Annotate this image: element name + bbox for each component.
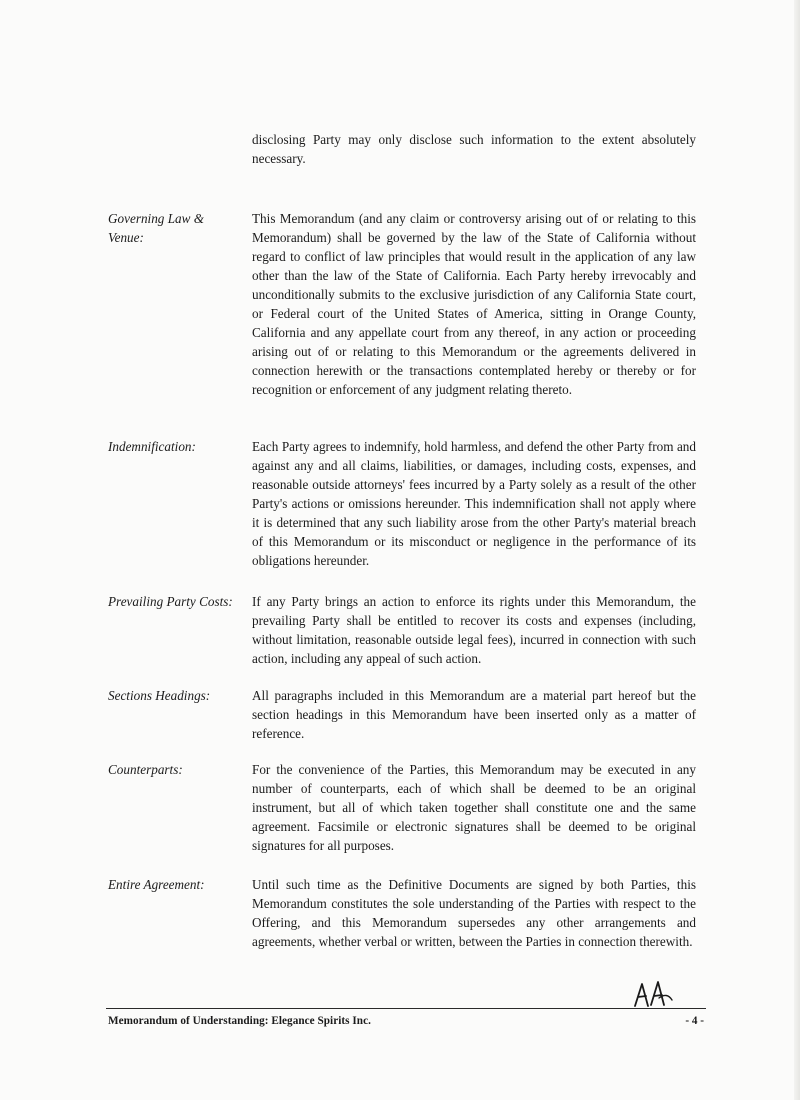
section-label-sections-headings: Sections Headings: xyxy=(108,688,211,703)
footer-title: Memorandum of Understanding: Elegance Spirits Inc. xyxy=(108,1015,371,1027)
page-number: - 4 - xyxy=(685,1015,704,1027)
section-body-indemnification: Each Party agrees to indemnify, hold harmless, and defend the other Party from and against any and all claims, liabilities, or damages, including costs, expenses, and reasonable outside attorneys' fees incurred by a Party solely as a result of the other Party's actions or omissions hereunder. This indemnification shall not apply where it is determined that any such liability arose from the other Party's material breach of this Memorandum or its misconduct or negligence in the performance of its obligations hereunder. xyxy=(252,439,696,568)
section-body-sections-headings: All paragraphs included in this Memorandum are a material part hereof but the section headings in this Memorandum have been inserted only as a matter of reference. xyxy=(252,688,696,741)
section-body-governing-law: This Memorandum (and any claim or controversy arising out of or relating to this Memorandum) shall be governed by the law of the State of California without regard to conflict of law principles that would result in the application of any law other than the law of the State of California. Each Party hereby irrevocably and unconditionally submits to the exclusive jurisdiction of any California State court, or Federal court of the United States of America, sitting in Orange County, California and any appellate court from any thereof, in any action or proceeding arising out of or relating to this Memorandum or the agreements delivered in connection herewith or the transactions contemplated hereby or thereby or for recognition or enforcement of any judgment relating thereto. xyxy=(252,211,696,397)
section-body-entire-agreement: Until such time as the Definitive Documents are signed by both Parties, this Memorandum constitutes the sole understanding of the Parties with respect to the Offering, and this Memorandum supersedes any other arrangements and agreements, whether verbal or written, between the Parties in connection therewith. xyxy=(252,877,696,949)
section-label-counterparts: Counterparts: xyxy=(108,762,183,777)
section-label-prevailing-party-costs: Prevailing Party Costs: xyxy=(108,594,233,609)
footer-divider xyxy=(106,1008,706,1009)
section-body-counterparts: For the convenience of the Parties, this Memorandum may be executed in any number of counterparts, each of which shall be deemed to be an original instrument, but all of which taken together shall constitute one and the same agreement. Facsimile or electronic signatures shall be deemed to be original signatures for all purposes. xyxy=(252,762,696,853)
continuation-paragraph: disclosing Party may only disclose such information to the extent absolutely necessary. xyxy=(252,132,696,166)
section-label-governing-law: Governing Law & Venue: xyxy=(108,211,204,245)
scan-edge xyxy=(794,0,800,1100)
section-body-prevailing-party-costs: If any Party brings an action to enforce its rights under this Memorandum, the prevailing Party shall be entitled to recover its costs and expenses (including, without limitation, reasonable outside legal fees), incurred in connection with such action, including any appeal of such action. xyxy=(252,594,696,666)
handwritten-initials xyxy=(632,978,676,1012)
section-label-entire-agreement: Entire Agreement: xyxy=(108,877,205,892)
section-label-indemnification: Indemnification: xyxy=(108,439,196,454)
